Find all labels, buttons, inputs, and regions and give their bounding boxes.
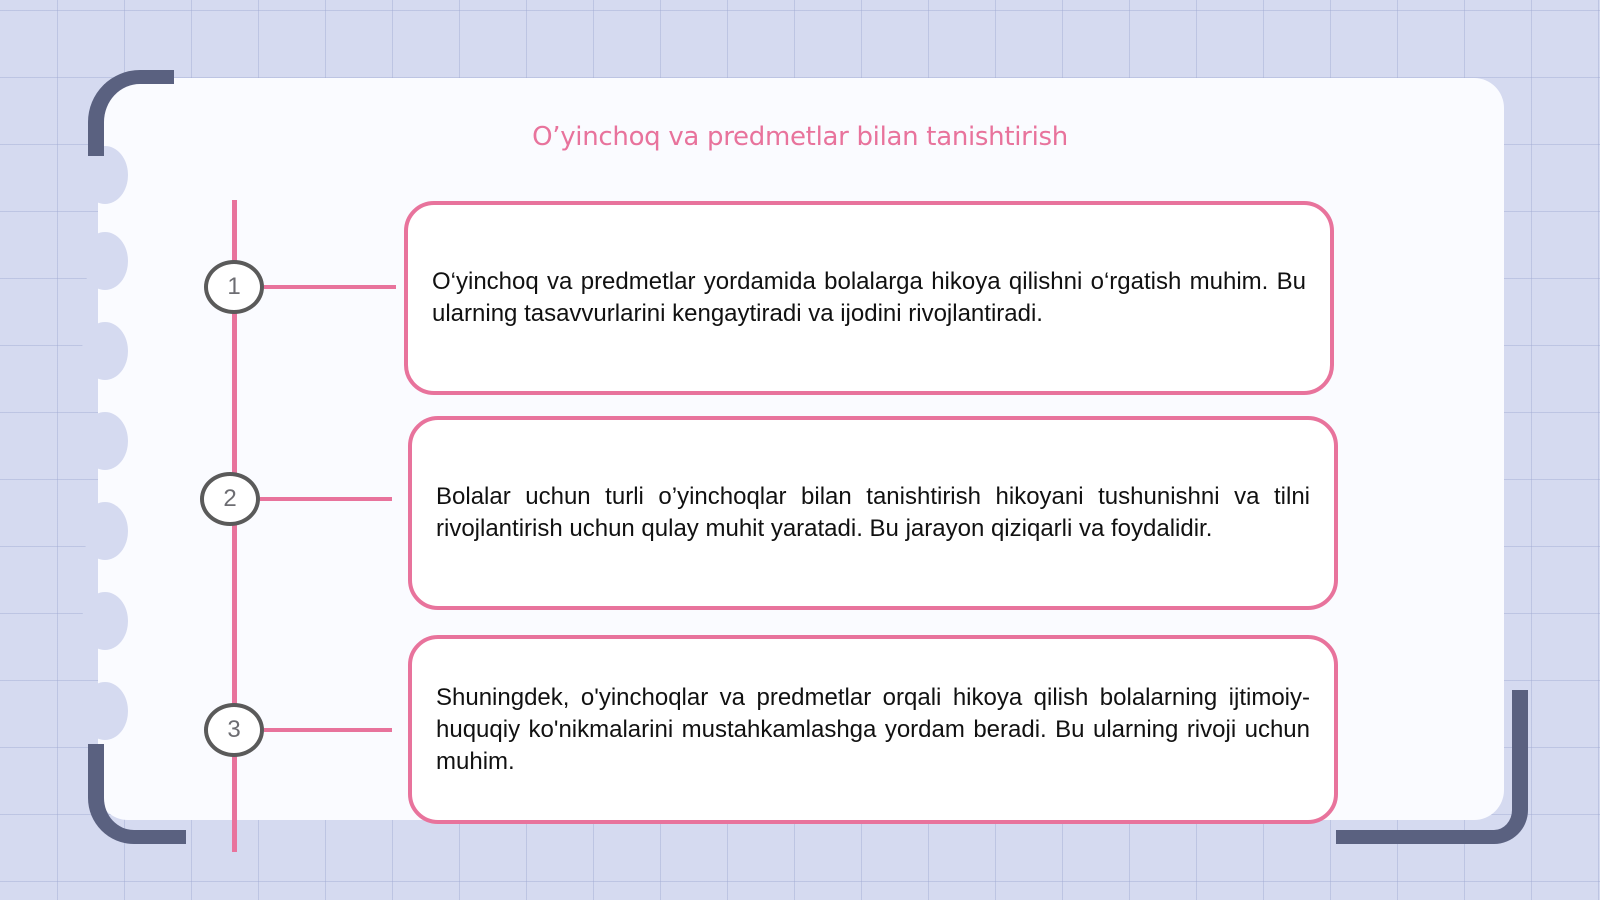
timeline-connector xyxy=(260,497,392,501)
timeline-connector xyxy=(264,285,396,289)
binder-notch xyxy=(82,682,128,740)
step-text: Bolalar uchun turli o’yinchoqlar bilan tanishtirish hikoyani tushunishni va tilni rivojlantirish uchun qulay muhit yaratadi. Bu jarayon qiziqarli va foydalidir. xyxy=(436,483,1310,542)
timeline-connector xyxy=(264,728,392,732)
step-number-badge: 1 xyxy=(204,260,264,314)
step-text: Shuningdek, o'yinchoqlar va predmetlar orqali hikoya qilish bolalarning ijtimoiy-huquqiy ko'nikmalarini mustahkamlashga yordam beradi. Bu ularning rivoji uchun muhim. xyxy=(436,683,1310,775)
step-text: O‘yinchoq va predmetlar yordamida bolalarga hikoya qilishni o‘rgatish muhim. Bu ularning tasavvurlarini kengaytiradi va ijodini rivojlantiradi. xyxy=(432,268,1306,327)
slide-title: Oʼyinchoq va predmetlar bilan tanishtirish xyxy=(532,122,1068,152)
corner-bracket-bottom-left xyxy=(88,744,186,844)
step-number-badge: 3 xyxy=(204,703,264,757)
step-number-badge: 2 xyxy=(200,472,260,526)
corner-bracket-bottom-right xyxy=(1336,690,1528,844)
binder-notch xyxy=(82,232,128,290)
binder-notch xyxy=(82,322,128,380)
binder-notch xyxy=(82,592,128,650)
step-card xyxy=(404,201,1334,395)
step-card xyxy=(408,635,1338,824)
corner-bracket-top-left xyxy=(88,70,174,156)
step-card xyxy=(408,416,1338,610)
binder-notch xyxy=(82,502,128,560)
binder-notch xyxy=(82,412,128,470)
